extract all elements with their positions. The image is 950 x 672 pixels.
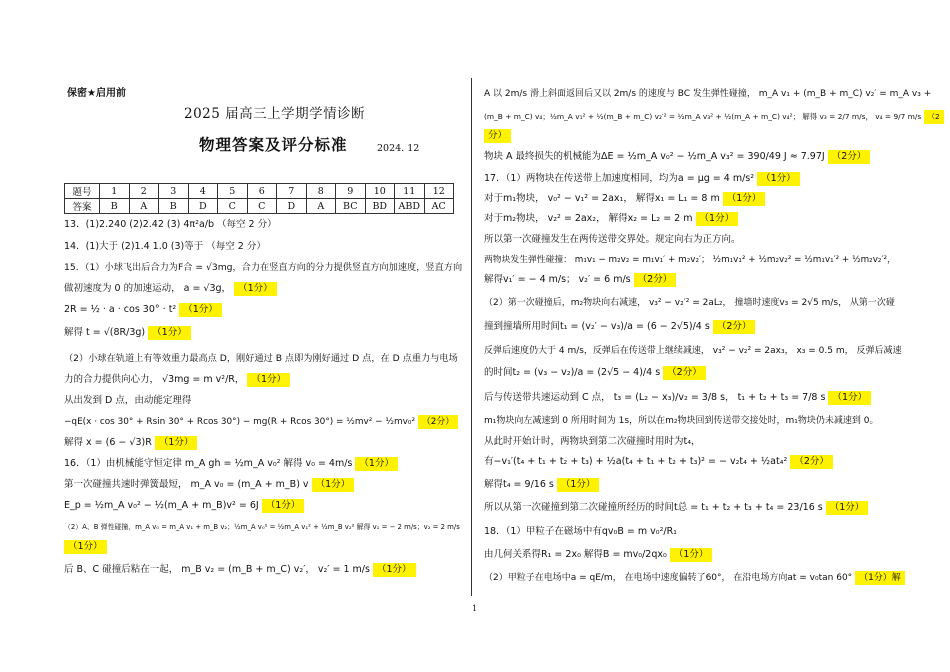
score-highlight: （2分） <box>713 320 756 334</box>
answer-cell: BD <box>365 199 395 214</box>
line-text: 所以从第一次碰撞到第二次碰撞所经历的时间t总 = t₁ + t₂ + t₃ + t₄ = 23/16 s <box>484 502 823 513</box>
row-label: 题号 <box>65 184 100 199</box>
line-text: 力的合力提供向心力， √3mg = m v²/R， <box>64 374 245 385</box>
solution-line <box>64 394 191 408</box>
solution-line <box>64 457 398 471</box>
answer-cell: C <box>218 199 248 214</box>
question-number: 12 <box>424 184 454 199</box>
solution-line <box>484 455 833 469</box>
line-text: 物块 A 最终损失的机械能为ΔE = ½m_A v₀² − ½m_A v₃² = 390/49 J ≈ 7.97J <box>484 151 825 162</box>
exam-date: 2024. 12 <box>377 143 420 154</box>
solution-line <box>484 525 677 539</box>
solution-line <box>64 499 304 513</box>
exam-title: 2025 届高三上学期学情诊断 <box>184 106 366 122</box>
answer-cell: B <box>159 199 189 214</box>
score-highlight: （1分） <box>355 457 398 471</box>
question-number: 6 <box>247 184 277 199</box>
line-text: (m_B + m_C) v₄；½m_A v₁² + ½(m_B + m_C) v₂′² = ½m_A v₃² + ½(m_A + m_C) v₄²； 解得 v₃ = 2/7 m/s， v₄ = 9/7 m/s <box>484 112 922 121</box>
solution-line <box>484 548 712 562</box>
solution-line <box>484 192 765 206</box>
answer-table <box>64 183 454 214</box>
line-text: 18．（1）甲粒子在磁场中有qv₀B = m v₀²/R₁ <box>484 526 677 537</box>
line-text: 13．(1)2.240 (2)2.42 (3) 4π²a/b （每空 2 分） <box>64 219 277 230</box>
score-highlight: （1分） <box>696 212 739 226</box>
line-text: （2）甲粒子在电场中a = qE/m， 在电场中速度偏转了60°， 在沿电场方向at = v₀tan 60° <box>484 573 853 583</box>
line-text: 从此时开始计时，两物块到第二次碰撞时用时为t₄， <box>484 436 701 447</box>
score-highlight: （2分） <box>663 366 706 380</box>
question-number: 10 <box>365 184 395 199</box>
line-text: 有−v₁′(t₄ + t₁ + t₂ + t₃) + ½a(t₄ + t₁ + t₂ + t₃)² = − v₂t₄ + ½at₄² <box>484 456 788 467</box>
solution-line <box>484 478 599 492</box>
score-highlight: （1分） <box>234 282 277 296</box>
line-text: 对于m₂物块， v₂² = 2ax₂， 解得x₂ = L₂ = 2 m <box>484 213 693 224</box>
score-highlight: （1分） <box>247 373 290 387</box>
score-highlight: （1分） <box>262 499 305 513</box>
answer-cell: D <box>277 199 307 214</box>
line-text: m₁物块向左减速到 0 所用时间为 1s，所以在m₂物块回到传送带交接处时，m₁物块仍未减速到 0。 <box>484 416 879 426</box>
score-highlight: （1分） <box>312 478 355 492</box>
row-label: 答案 <box>65 199 100 214</box>
line-text: 解得v₁′ = − 4 m/s； v₂′ = 6 m/s <box>484 274 631 285</box>
solution-line <box>484 273 676 287</box>
solution-line <box>64 415 458 429</box>
line-text: 对于m₁物块， v₀² − v₁² = 2ax₁， 解得x₁ = L₁ = 8 m <box>484 193 720 204</box>
solution-line <box>484 501 868 515</box>
score-highlight: （1分） <box>828 391 871 405</box>
solution-line <box>64 326 191 340</box>
solution-line <box>484 150 870 164</box>
score-highlight: （2分） <box>828 150 871 164</box>
line-text: 解得 x = (6 − √3)R <box>64 437 152 448</box>
line-text: 解得 t = √(8R/3g) <box>64 327 146 338</box>
score-highlight: 分） <box>484 129 511 143</box>
line-text: 14．(1)大于 (2)1.4 1.0 (3)等于 （每空 2 分） <box>64 241 266 252</box>
line-text: 两物块发生弹性碰撞： m₁v₁ − m₂v₂ = m₁v₁′ + m₂v₂′； ½m₁v₁² + ½m₂v₂² = ½m₁v₁′² + ½m₂v₂′²， <box>484 255 896 265</box>
line-text: A 以 2m/s 滑上斜面返回后又以 2m/s 的速度与 BC 发生弹性碰撞， m_A v₁ + (m_B + m_C) v₂′ = m_A v₃ + <box>484 89 932 99</box>
question-number: 7 <box>277 184 307 199</box>
score-highlight: （1分）解 <box>855 571 905 585</box>
solution-line <box>484 320 755 334</box>
line-text: （2）A、B 弹性碰撞，m_A v₀ = m_A v₁ + m_B v₂；½m_A v₀² = ½m_A v₁² + ½m_B v₂² 解得 v₁ = − 2 m/s；v₂ = 2 m/s <box>64 523 460 531</box>
line-text: 撞到撞墙所用时间t₁ = (v₂′ − v₃)/a = (6 − 2√5)/4 s <box>484 321 710 332</box>
question-number: 5 <box>218 184 248 199</box>
solution-line <box>64 261 462 275</box>
solution-line <box>484 129 511 143</box>
line-text: 的时间t₂ = (v₃ − v₂)/a = (2√5 − 4)/4 s <box>484 367 661 378</box>
solution-line <box>64 520 460 534</box>
answer-cell: BC <box>336 199 366 214</box>
question-number: 3 <box>159 184 189 199</box>
solution-line <box>484 366 706 380</box>
solution-line <box>64 563 416 577</box>
line-text: 第一次碰撞共速时弹簧最短， m_A v₀ = (m_A + m_B) v <box>64 479 309 490</box>
solution-line <box>64 218 277 232</box>
line-text: 做初速度为 0 的加速运动， a = √3g， <box>64 283 232 294</box>
solution-line <box>64 436 197 450</box>
solution-line <box>484 87 931 101</box>
score-highlight: （1分） <box>155 436 198 450</box>
page-number: 1 <box>472 604 478 613</box>
solution-line <box>484 253 896 267</box>
line-text: 16．（1）由机械能守恒定律 m_A gh = ½m_A v₀² 解得 v₀ = 4m/s <box>64 458 353 469</box>
solution-line <box>484 435 701 449</box>
solution-line <box>64 352 458 366</box>
score-highlight: （1分） <box>826 501 869 515</box>
score-highlight: （1分） <box>179 303 222 317</box>
solution-line <box>64 373 290 387</box>
solution-line <box>64 303 222 317</box>
question-number: 8 <box>306 184 336 199</box>
solution-line <box>484 233 741 247</box>
answer-cell: ABD <box>395 199 425 214</box>
column-divider <box>471 78 472 596</box>
answer-key-title: 物理答案及评分标准 <box>199 135 348 154</box>
question-number: 4 <box>188 184 218 199</box>
answer-cell: C <box>247 199 277 214</box>
question-number: 1 <box>100 184 130 199</box>
score-highlight: （1分） <box>670 548 713 562</box>
solution-line <box>64 282 277 296</box>
solution-line <box>484 110 944 124</box>
score-highlight: （2分） <box>634 273 677 287</box>
answer-cell: A <box>306 199 336 214</box>
confidential-label: 保密★启用前 <box>67 88 126 99</box>
solution-line <box>484 414 878 428</box>
answer-cell: B <box>100 199 130 214</box>
line-text: （2）第一次碰撞后，m₂物块向右减速， v₃² − v₂′² = 2aL₂， 撞墙时速度v₃ = 2√5 m/s， 从第一次碰 <box>484 298 895 308</box>
solution-line <box>64 478 354 492</box>
solution-line <box>484 344 901 358</box>
question-number: 11 <box>395 184 425 199</box>
line-text: 由几何关系得R₁ = 2x₀ 解得B = mv₀/2qx₀ <box>484 549 667 560</box>
solution-line <box>64 240 266 254</box>
line-text: （2）小球在轨道上有等效重力最高点 D，刚好通过 B 点即为刚好通过 D 点，在 D 点重力与电场 <box>64 353 458 364</box>
line-text: 从出发到 D 点，由动能定理得 <box>64 395 192 406</box>
score-highlight: （1分） <box>723 192 766 206</box>
line-text: 17．（1）两物块在传送带上加速度相同，均为a = μg = 4 m/s² <box>484 173 755 184</box>
answer-table-answer-row <box>65 199 454 214</box>
score-highlight: （1分） <box>757 172 800 186</box>
line-text: 15．（1）小球飞出后合力为F合 = √3mg，合力在竖直方向的分力提供竖直方向加速度，竖直方向 <box>64 262 463 273</box>
score-highlight: （1分） <box>148 326 191 340</box>
solution-line <box>484 571 905 585</box>
solution-line <box>484 296 895 310</box>
line-text: 后 B、C 碰撞后粘在一起， m_B v₂ = (m_B + m_C) v₂′， v₂′ = 1 m/s <box>64 564 370 575</box>
line-text: 后与传送带共速运动到 C 点， t₃ = (L₂ − x₃)/v₂ = 3/8 s， t₁ + t₂ + t₃ = 7/8 s <box>484 392 826 403</box>
score-highlight: （1分） <box>64 540 107 554</box>
solution-line <box>484 391 871 405</box>
score-highlight: （2分） <box>790 455 833 469</box>
score-highlight: （2 <box>924 110 944 124</box>
solution-line <box>484 212 738 226</box>
line-text: 2R = ½ · a · cos 30° · t² <box>64 304 177 315</box>
score-highlight: （1分） <box>373 563 416 577</box>
answer-cell: AC <box>424 199 454 214</box>
score-highlight: （1分） <box>557 478 600 492</box>
answer-table-number-row <box>65 184 454 199</box>
line-text: 解得t₄ = 9/16 s <box>484 479 554 490</box>
question-number: 9 <box>336 184 366 199</box>
answer-cell: D <box>188 199 218 214</box>
line-text: 所以第一次碰撞发生在两传送带交界处。规定向右为正方向。 <box>484 234 741 245</box>
question-number: 2 <box>129 184 159 199</box>
line-text: −qE(x · cos 30° + Rsin 30° + Rcos 30°) − mg(R + Rcos 30°) = ½mv² − ½mv₀² <box>64 417 416 427</box>
line-text: 反弹后速度仍大于 4 m/s，反弹后在传送带上继续减速， v₃² − v₂² = 2ax₃， x₃ = 0.5 m， 反弹后减速 <box>484 346 902 356</box>
solution-line <box>484 172 800 186</box>
score-highlight: （2分） <box>418 415 458 429</box>
line-text: E_p = ½m_A v₀² − ½(m_A + m_B)v² = 6J <box>64 500 259 511</box>
answer-cell: A <box>129 199 159 214</box>
solution-line <box>64 540 107 554</box>
